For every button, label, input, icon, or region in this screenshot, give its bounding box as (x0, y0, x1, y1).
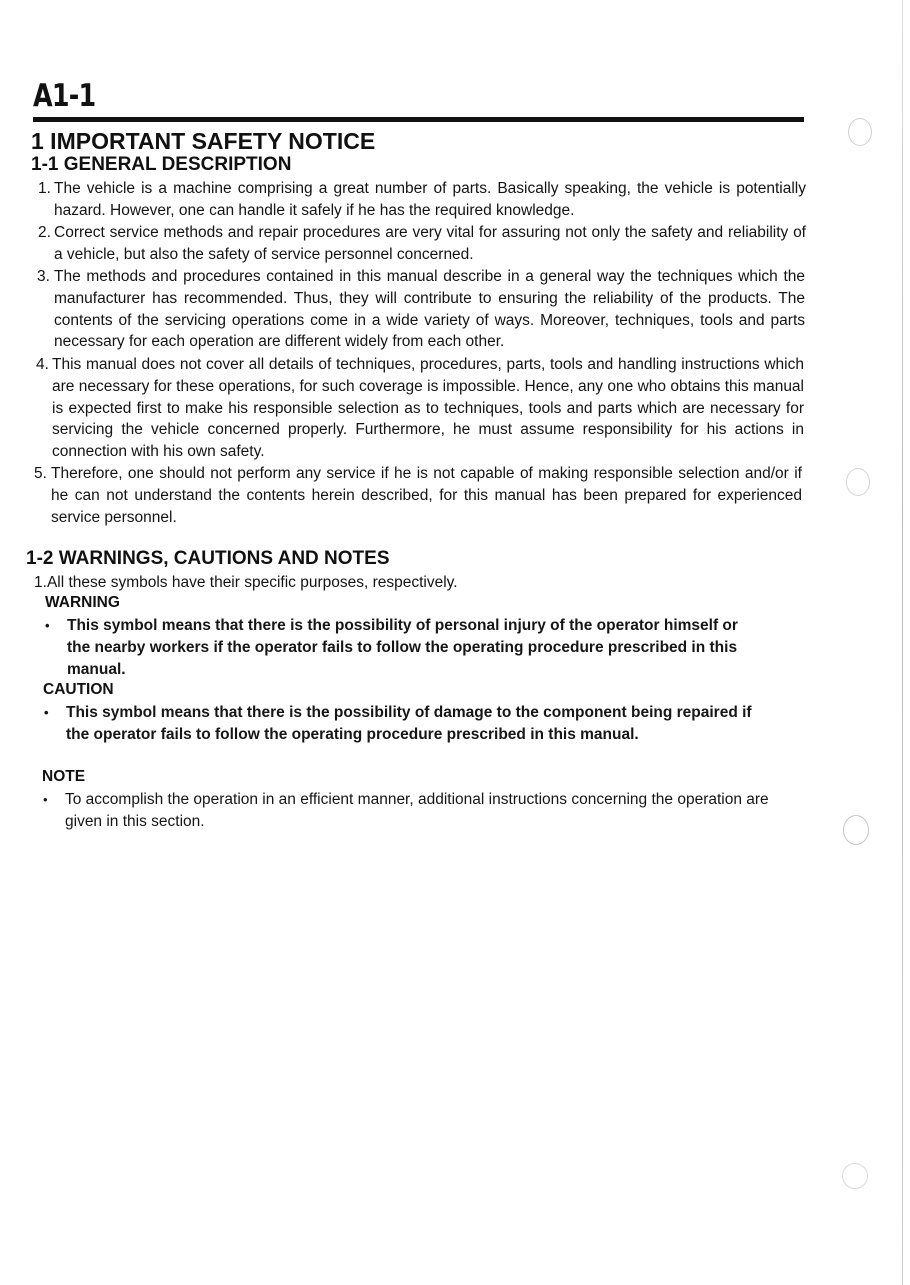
caution-text: This symbol means that there is the possibility of damage to the component being repaired if the operator fails to follow the operating procedure prescribed in this manual. (66, 704, 752, 743)
warning-text: This symbol means that there is the possibility of personal injury of the operator himself or the nearby workers if the operator fails to follow the operating procedure prescribed in this manual. (67, 617, 738, 678)
note-bullet-item (43, 789, 793, 833)
binder-hole-mark (843, 815, 869, 845)
item-text: The methods and procedures contained in this manual describe in a general way the techniques which the manufacturer has recommended. Thus, they will contribute to ensuring the reliability of the products. The contents of the servicing operations come in a wide variety of ways. Moreover, techniques, tools and parts necessary for each operation are different widely from each other. (54, 268, 805, 351)
intro-text: All these symbols have their specific purposes, respectively. (46, 574, 458, 591)
general-item-5 (34, 463, 802, 528)
general-item-1 (38, 178, 806, 222)
binder-hole-mark (848, 118, 872, 146)
note-title: NOTE (42, 768, 86, 785)
general-item-2 (38, 222, 806, 266)
page-edge-line (902, 0, 903, 1285)
caution-title: CAUTION (43, 681, 114, 698)
warning-bullet-item (45, 615, 765, 680)
bullet-icon: • (43, 792, 48, 807)
item-text: Therefore, one should not perform any service if he is not capable of making responsible selection and/or if he can not understand the contents herein described, for this manual has been prepared for experienced service personnel. (51, 465, 802, 526)
section-title: 1 IMPORTANT SAFETY NOTICE (31, 128, 376, 154)
caution-bullet-item (44, 702, 774, 746)
general-item-4 (36, 354, 804, 463)
warnings-heading: 1-2 WARNINGS, CAUTIONS AND NOTES (26, 548, 390, 569)
binder-hole-mark (846, 468, 870, 496)
warning-title: WARNING (45, 594, 120, 611)
warnings-intro (34, 572, 794, 594)
note-text: To accomplish the operation in an efficient manner, additional instructions concerning the operation are given in this section. (65, 791, 769, 830)
item-number: 4. (36, 356, 49, 373)
intro-number: 1. (34, 574, 47, 591)
bullet-icon: • (45, 618, 50, 633)
item-number: 3. (37, 268, 50, 285)
item-number: 1. (38, 180, 51, 197)
general-item-3 (37, 266, 805, 353)
page-code: A1-1 (33, 78, 96, 114)
item-text: This manual does not cover all details of techniques, procedures, parts, tools and handling instructions which are necessary for these operations, for such coverage is impossible. Hence, any one who obtains this manual is expected first to make his responsible selection as to techniques, tools and parts which are necessary for servicing the vehicle concerned properly. Furthermore, he must assume responsibility for his actions in connection with his own safety. (52, 356, 804, 461)
item-number: 2. (38, 224, 51, 241)
item-text: Correct service methods and repair procedures are very vital for assuring not only the safety and reliability of a vehicle, but also the safety of service personnel concerned. (54, 224, 806, 263)
general-description-heading: 1-1 GENERAL DESCRIPTION (31, 154, 292, 175)
binder-hole-mark (842, 1163, 868, 1189)
item-text: The vehicle is a machine comprising a great number of parts. Basically speaking, the vehicle is potentially hazard. However, one can handle it safely if he has the required knowledge. (54, 180, 806, 219)
header-rule (33, 117, 804, 122)
bullet-icon: • (44, 705, 49, 720)
item-number: 5. (34, 465, 47, 482)
